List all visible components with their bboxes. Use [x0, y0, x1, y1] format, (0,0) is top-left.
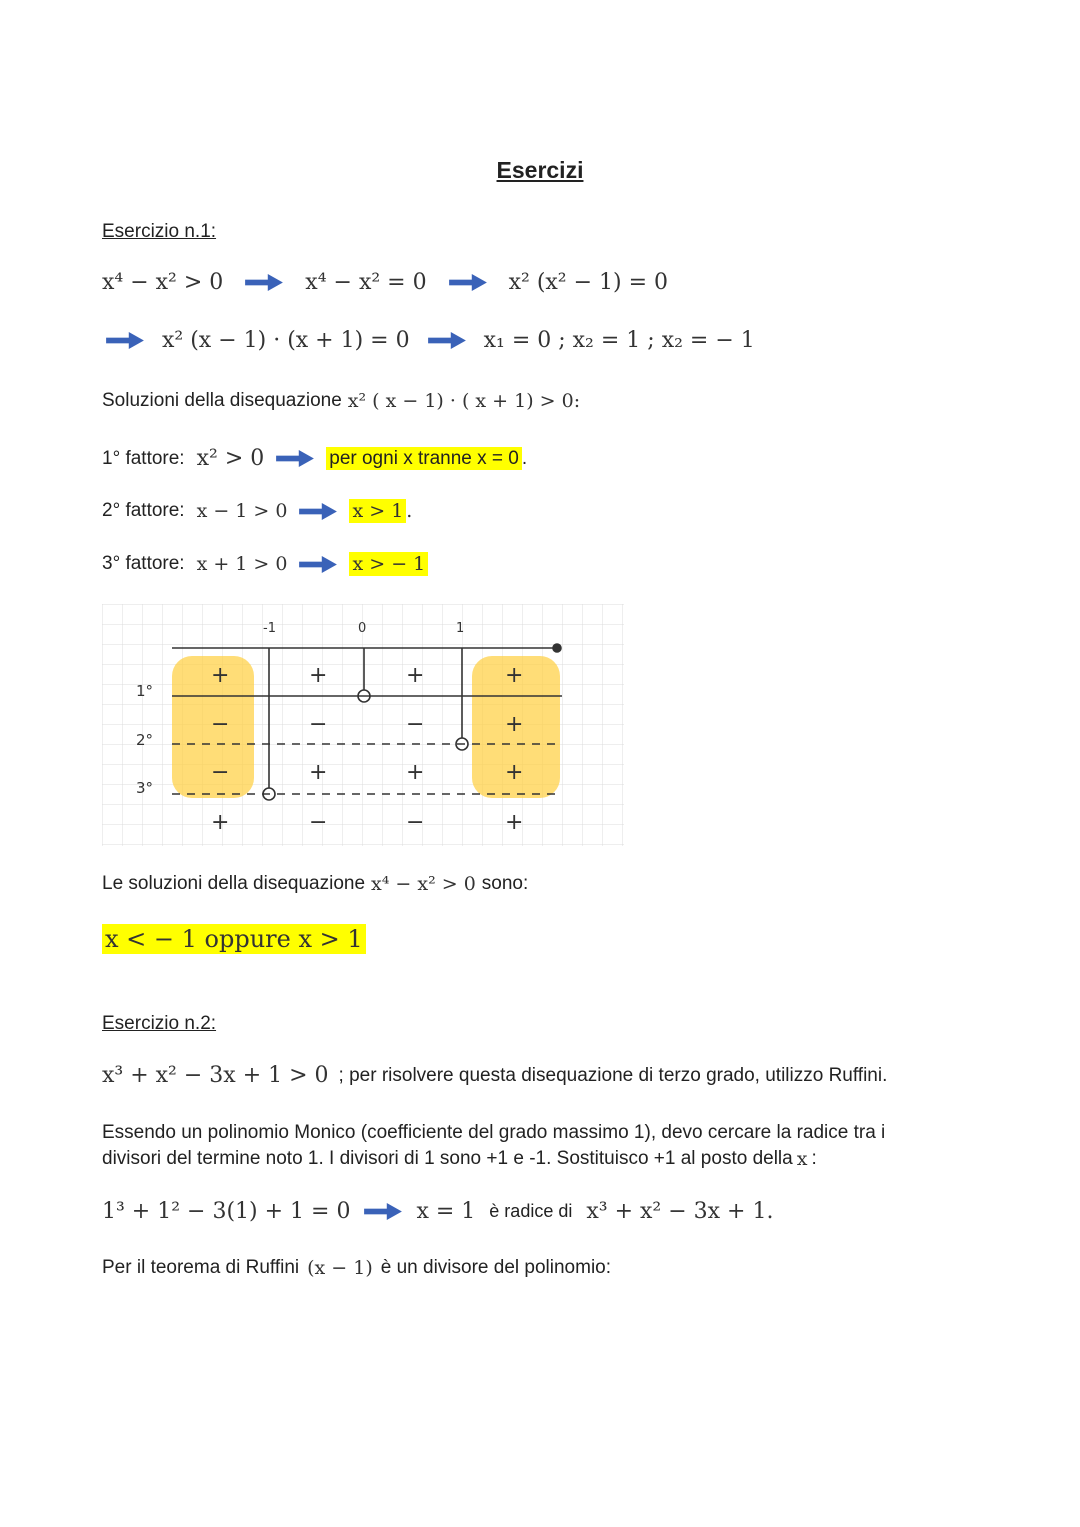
factor-2-line: [102, 500, 412, 522]
sign-mark: +: [309, 663, 328, 688]
conclusion-text: Le soluzioni della disequazione: [102, 873, 366, 894]
result-sign: −: [406, 810, 425, 835]
ex1-solutions-intro: [102, 390, 580, 412]
implies-arrow-icon: [276, 450, 314, 467]
ex1-eq-3: x² (x² − 1) = 0: [508, 270, 669, 295]
ex2-check-poly: x³ + x² − 3x + 1.: [586, 1199, 774, 1224]
row-label: 3°: [136, 779, 154, 797]
solutions-intro-math: x² ( x − 1) · ( x + 1) > 0:: [347, 390, 581, 412]
factor-1-expr: x² > 0: [196, 446, 265, 471]
page-title: Esercizi: [496, 157, 584, 183]
factor-1-result: per ogni x tranne x = 0: [326, 447, 522, 470]
sign-mark: +: [505, 663, 524, 688]
implies-arrow-icon: [299, 503, 337, 520]
ex1-line-2: [106, 328, 755, 353]
row-label: 1°: [136, 682, 154, 700]
sign-mark: +: [406, 663, 425, 688]
ex2-paragraph-2-tail: :: [811, 1148, 817, 1169]
ex1-eq-4: x² (x − 1) · (x + 1) = 0: [162, 328, 410, 353]
conclusion-tail: sono:: [481, 873, 529, 894]
factor-2-label: 2° fattore:: [102, 500, 185, 521]
factor-2-tail: .: [406, 500, 413, 522]
ex2-paragraph-2: [102, 1148, 817, 1170]
result-sign: −: [309, 810, 328, 835]
implies-arrow-icon: [245, 274, 283, 291]
sign-mark: +: [505, 712, 524, 737]
sign-mark: +: [309, 760, 328, 785]
ex2-check-math: 1³ + 1² − 3(1) + 1 = 0: [102, 1199, 351, 1224]
factor-1-tail: .: [521, 447, 528, 469]
ex2-check-line: [102, 1199, 773, 1224]
ex2-paragraph-2-math: x: [796, 1148, 808, 1170]
ex1-eq-2: x⁴ − x² = 0: [305, 270, 427, 295]
critical-point-label: 0: [358, 621, 367, 636]
implies-arrow-icon: [428, 332, 466, 349]
ex2-line-1: [102, 1063, 887, 1088]
result-sign: +: [211, 810, 230, 835]
factor-1-line: [102, 446, 527, 471]
sign-mark: −: [211, 760, 230, 785]
factor-3-line: [102, 553, 428, 575]
row-label: 2°: [136, 731, 154, 749]
conclusion-math: x⁴ − x² > 0: [371, 873, 476, 895]
critical-point-label: 1: [456, 621, 465, 636]
ex1-eq-1: x⁴ − x² > 0: [102, 270, 224, 295]
ex2-inequality: x³ + x² − 3x + 1 > 0: [102, 1063, 329, 1088]
factor-2-expr: x − 1 > 0: [196, 500, 288, 522]
sign-mark: −: [309, 712, 328, 737]
implies-arrow-icon: [106, 332, 144, 349]
sign-mark: +: [406, 760, 425, 785]
critical-point-label: -1: [263, 621, 276, 636]
implies-arrow-icon: [299, 556, 337, 573]
sign-mark: −: [211, 712, 230, 737]
ex1-roots: x₁ = 0 ; x₂ = 1 ; x₂ = − 1: [483, 328, 755, 353]
sign-mark: −: [406, 712, 425, 737]
factor-2-result: x > 1: [349, 499, 406, 523]
ex2-paragraph-2-text: divisori del termine noto 1. I divisori di 1 sono +1 e -1. Sostituisco +1 al posto della: [102, 1148, 793, 1169]
factor-3-expr: x + 1 > 0: [196, 553, 288, 575]
ruffini-math: (x − 1): [307, 1257, 373, 1279]
factor-1-label: 1° fattore:: [102, 447, 185, 469]
exercise-2-heading: Esercizio n.2:: [102, 1013, 217, 1034]
implies-arrow-icon: [364, 1203, 402, 1220]
result-sign: +: [505, 810, 524, 835]
ex1-conclusion: [102, 873, 528, 895]
ex2-root: x = 1: [416, 1199, 476, 1224]
sign-chart: [102, 604, 624, 846]
exercise-1-heading: Esercizio n.1:: [102, 221, 217, 242]
final-solution: x < − 1 oppure x > 1: [102, 924, 366, 954]
sign-mark: +: [211, 663, 230, 688]
implies-arrow-icon: [449, 274, 487, 291]
sign-mark: +: [505, 760, 524, 785]
ex2-line-1-text: ; per risolvere questa disequazione di terzo grado, utilizzo Ruffini.: [338, 1064, 888, 1086]
solutions-intro-text: Soluzioni della disequazione: [102, 390, 342, 411]
ruffini-text-1: Per il teorema di Ruffini: [102, 1257, 300, 1278]
ruffini-text-2: è un divisore del polinomio:: [380, 1257, 612, 1278]
factor-3-label: 3° fattore:: [102, 553, 185, 574]
ex2-paragraph-1: Essendo un polinomio Monico (coefficiente del grado massimo 1), devo cercare la radice tra i: [102, 1122, 886, 1143]
axis-arrowhead: [553, 644, 561, 652]
factor-3-result: x > − 1: [349, 552, 428, 576]
ex2-check-text: è radice di: [489, 1201, 573, 1221]
ex2-ruffini-line: [102, 1257, 611, 1279]
ex1-line-1: [102, 270, 668, 295]
